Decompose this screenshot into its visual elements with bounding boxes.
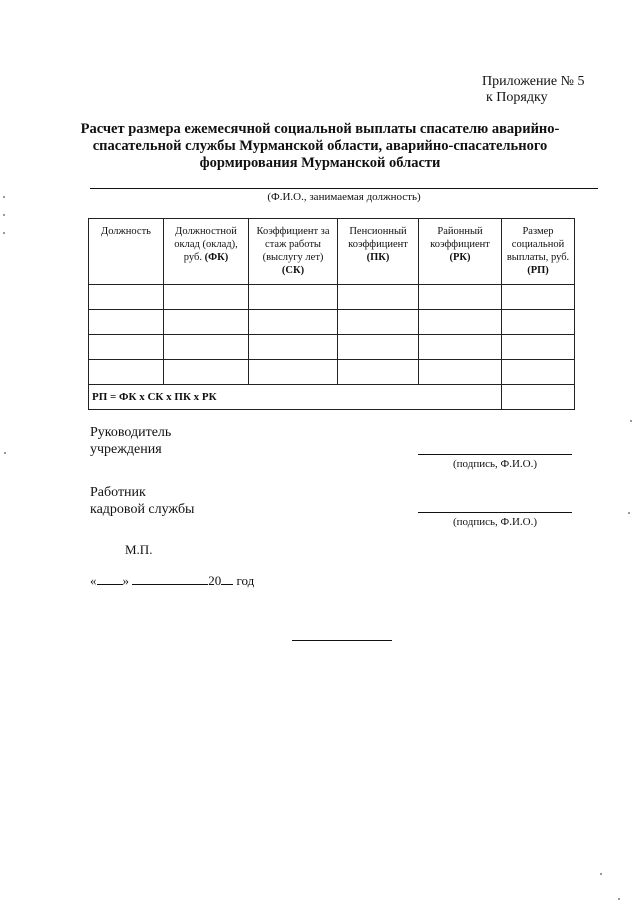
formula-text: РП = ФК х СК х ПК х РК xyxy=(89,385,502,410)
scan-speck xyxy=(4,452,6,454)
header-payment-size: Размер социальной выплаты, руб. (РП) xyxy=(502,219,575,285)
header-position: Должность xyxy=(89,219,164,285)
table-cell[interactable] xyxy=(502,310,575,335)
formula-row xyxy=(89,385,575,410)
header-pension-coef: Пенсионный коэффициент (ПК) xyxy=(338,219,419,285)
appendix-number: Приложение № 5 xyxy=(482,74,585,89)
table-cell[interactable] xyxy=(249,360,338,385)
document-title: Расчет размера ежемесячной социальной выплаты спасателю аварийно-спасательной службы Мурманской области, аварийно-спасательного формирования Мурманской области xyxy=(80,121,560,171)
hr-signature-label: Работник кадровой службы xyxy=(90,485,195,517)
table-cell[interactable] xyxy=(89,310,164,335)
year-blank[interactable] xyxy=(221,572,233,585)
hr-signature-line[interactable] xyxy=(418,512,572,513)
table-header-row xyxy=(89,219,575,285)
table-cell[interactable] xyxy=(89,285,164,310)
table-cell[interactable] xyxy=(338,360,419,385)
scan-speck xyxy=(3,232,5,234)
table-cell[interactable] xyxy=(502,360,575,385)
header-regional-coef: Районный коэффициент (РК) xyxy=(419,219,502,285)
table-cell[interactable] xyxy=(89,335,164,360)
table-cell[interactable] xyxy=(419,335,502,360)
scan-speck xyxy=(618,898,620,900)
scan-speck xyxy=(3,214,5,216)
head-signature-line[interactable] xyxy=(418,454,572,455)
scan-speck xyxy=(600,873,602,875)
fio-field-line xyxy=(90,188,598,189)
appendix-reference xyxy=(482,74,585,106)
calculation-table xyxy=(88,218,575,410)
table-cell[interactable] xyxy=(164,310,249,335)
table-cell[interactable] xyxy=(164,360,249,385)
header-salary: Должностной оклад (оклад), руб. (ФК) xyxy=(164,219,249,285)
table-cell[interactable] xyxy=(249,335,338,360)
table-cell[interactable] xyxy=(164,335,249,360)
table-cell[interactable] xyxy=(419,285,502,310)
header-seniority-coef: Коэффициент за стаж работы (выслугу лет) (СК) xyxy=(249,219,338,285)
table-cell[interactable] xyxy=(419,360,502,385)
scan-speck xyxy=(3,196,5,198)
day-blank[interactable] xyxy=(97,572,123,585)
table-cell[interactable] xyxy=(249,310,338,335)
month-blank[interactable] xyxy=(132,572,208,585)
fio-caption: (Ф.И.О., занимаемая должность) xyxy=(267,191,421,203)
table-cell[interactable] xyxy=(338,335,419,360)
table-cell[interactable] xyxy=(89,360,164,385)
scan-speck xyxy=(628,512,630,514)
stamp-place: М.П. xyxy=(125,542,153,557)
appendix-order: к Порядку xyxy=(486,90,548,105)
end-divider xyxy=(292,640,392,641)
head-signature-label: Руководитель учреждения xyxy=(90,425,172,457)
table-row xyxy=(89,285,575,310)
table-row xyxy=(89,335,575,360)
table-cell[interactable] xyxy=(338,310,419,335)
hr-signature-caption: (подпись, Ф.И.О.) xyxy=(453,516,537,528)
date-field: « » 20 год xyxy=(90,573,255,588)
table-cell[interactable] xyxy=(502,285,575,310)
table-cell[interactable] xyxy=(164,285,249,310)
formula-result-cell[interactable] xyxy=(502,385,575,410)
head-signature-caption: (подпись, Ф.И.О.) xyxy=(453,458,537,470)
table-row xyxy=(89,310,575,335)
table-cell[interactable] xyxy=(419,310,502,335)
table-cell[interactable] xyxy=(502,335,575,360)
table-cell[interactable] xyxy=(338,285,419,310)
table-row xyxy=(89,360,575,385)
table-cell[interactable] xyxy=(249,285,338,310)
scan-speck xyxy=(630,420,632,422)
